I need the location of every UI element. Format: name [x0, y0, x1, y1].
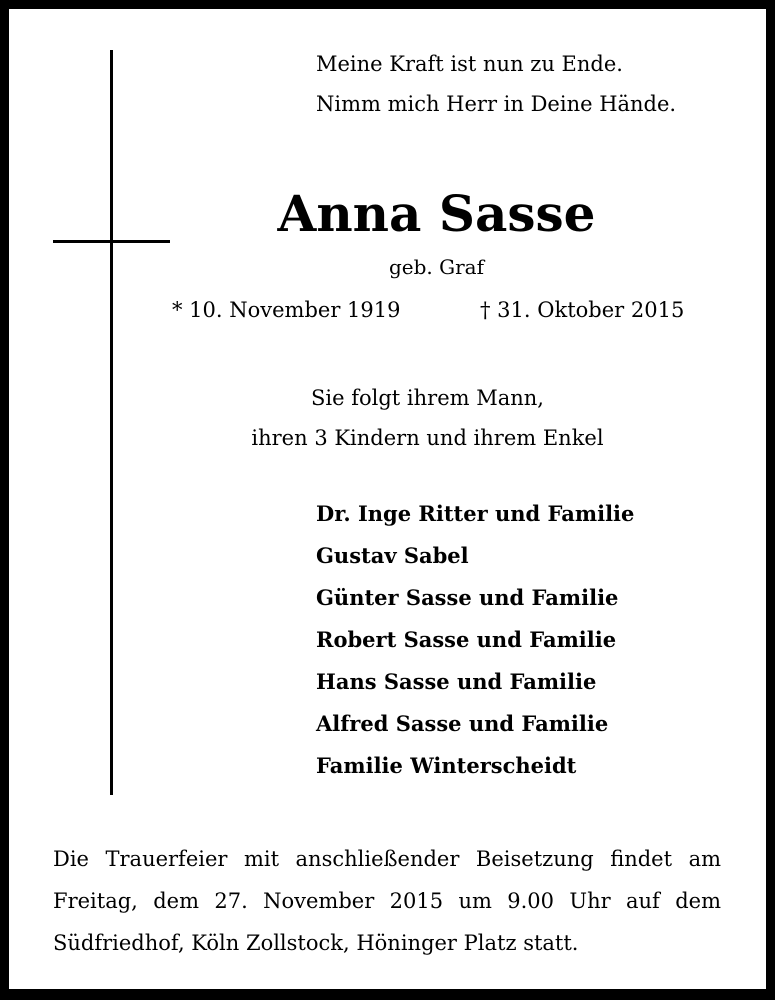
verse-line: Nimm mich Herr in Deine Hände.	[316, 92, 677, 116]
mourner: Robert Sasse und Familie	[316, 627, 617, 652]
mourners-list	[316, 493, 634, 787]
follows-line: Sie folgt ihrem Mann,	[311, 386, 544, 410]
death-date: † 31. Oktober 2015	[480, 298, 685, 322]
mourner: Familie Winterscheidt	[316, 753, 577, 778]
service-announcement	[53, 838, 721, 964]
service-line: Die Trauerfeier mit anschließender Beisetzung findet am	[53, 847, 721, 871]
verse-line: Meine Kraft ist nun zu Ende.	[316, 52, 623, 76]
cross-vertical-bar	[110, 50, 113, 795]
follows-line: ihren 3 Kindern und ihrem Enkel	[251, 426, 604, 450]
mourner: Dr. Inge Ritter und Familie	[316, 501, 635, 526]
service-line: Freitag, dem 27. November 2015 um 9.00 Uhr auf dem	[53, 889, 721, 913]
service-line: Südfriedhof, Köln Zollstock, Höninger Platz statt.	[53, 931, 579, 955]
follows-text	[240, 378, 615, 458]
mourner: Gustav Sabel	[316, 543, 469, 568]
verse	[316, 44, 676, 124]
mourner: Günter Sasse und Familie	[316, 585, 619, 610]
deceased-name: Anna Sasse	[277, 184, 596, 243]
mourner: Alfred Sasse und Familie	[316, 711, 609, 736]
mourner: Hans Sasse und Familie	[316, 669, 597, 694]
birth-date: * 10. November 1919	[172, 298, 401, 322]
maiden-name: geb. Graf	[388, 255, 485, 279]
